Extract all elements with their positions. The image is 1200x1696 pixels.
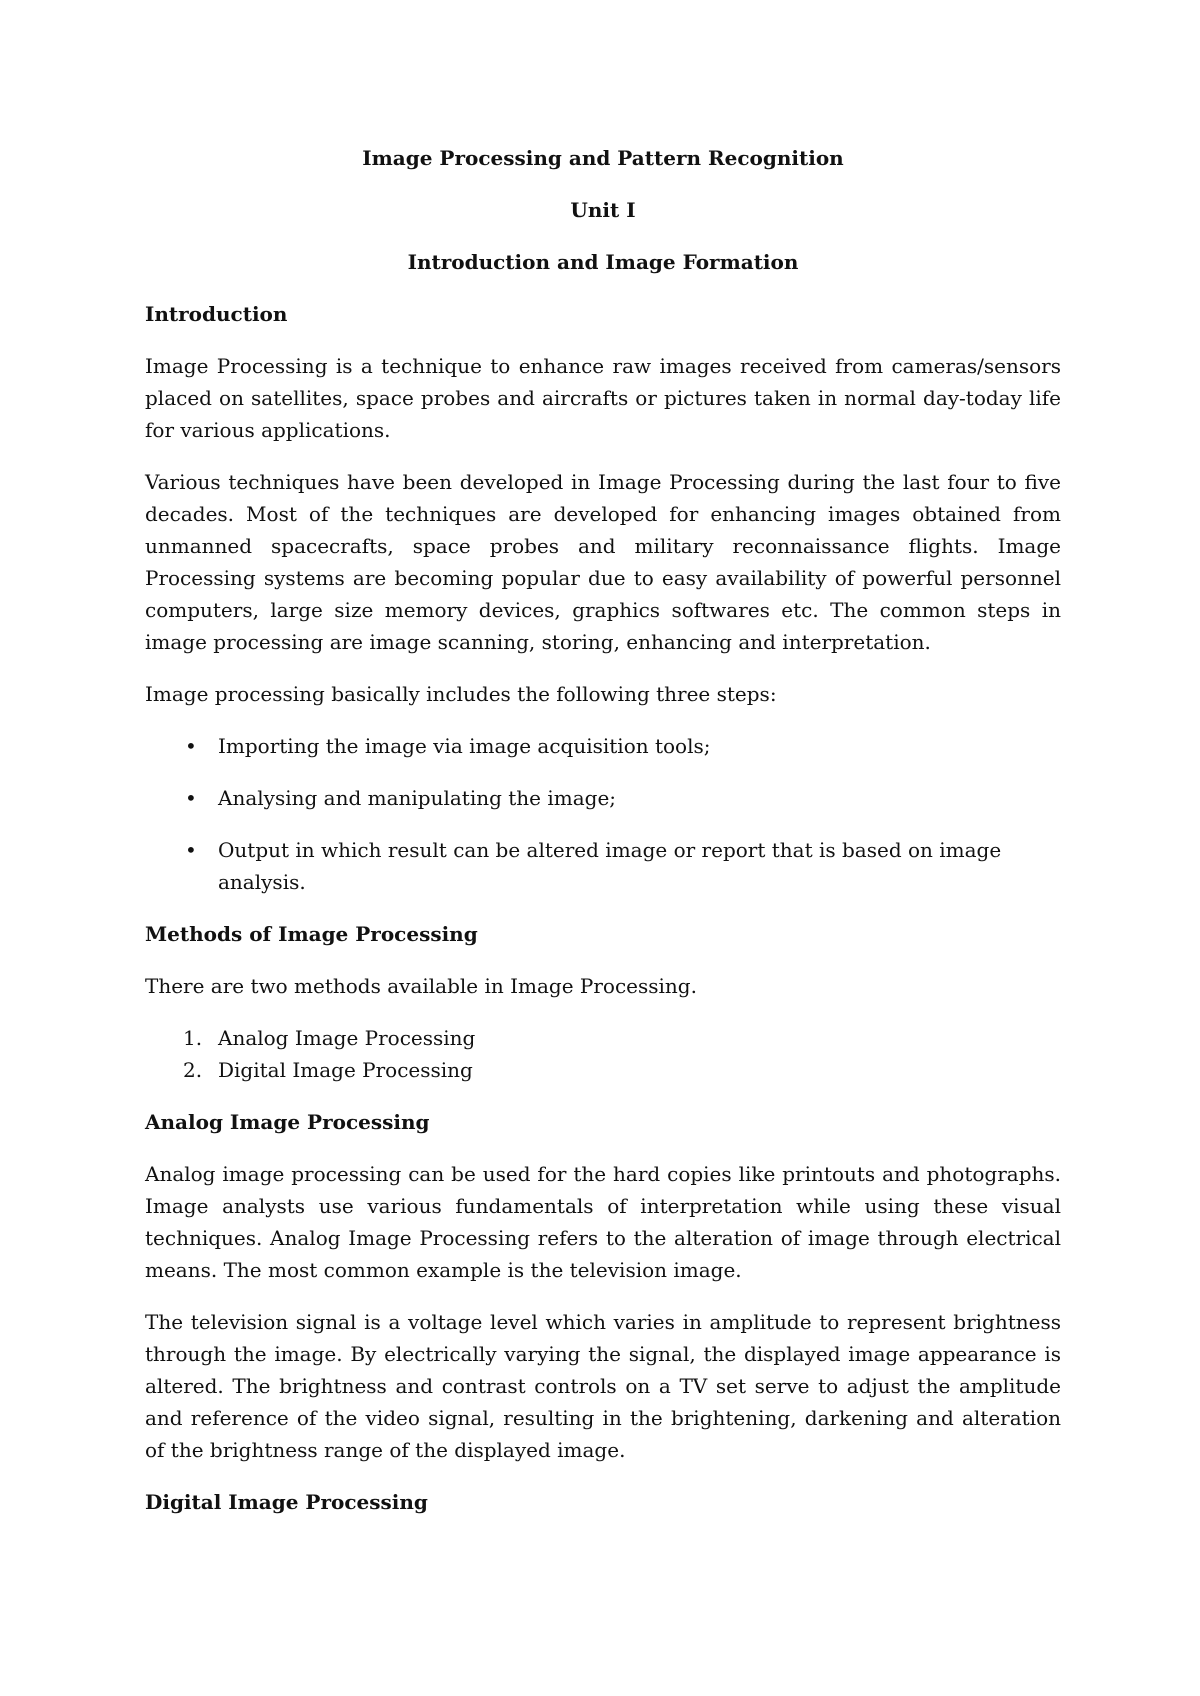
list-item <box>145 834 1061 898</box>
bullet-icon: • <box>185 838 197 862</box>
list-number: 1. <box>183 1026 203 1050</box>
methods-list <box>145 1022 1061 1086</box>
list-item-text: Output in which result can be altered image or report that is based on image analysis. <box>218 838 1002 894</box>
bullet-icon: • <box>185 786 197 810</box>
document-title: Image Processing and Pattern Recognition <box>362 146 844 170</box>
list-number: 2. <box>183 1058 203 1082</box>
bullet-icon: • <box>185 734 197 758</box>
paragraph: The television signal is a voltage level which varies in amplitude to represent brightness through the image. By electrically varying the signal, the displayed image appearance is altered. The brightness and contrast controls on a TV set serve to adjust the amplitude and reference of the video signal, resulting in the brightening, darkening and alteration of the brightness range of the displayed image. <box>145 1310 1061 1462</box>
paragraph: Image processing basically includes the following three steps: <box>145 682 777 706</box>
paragraph: Various techniques have been developed in Image Processing during the last four to five decades. Most of the techniques are developed for enhancing images obtained from unmanned spacecrafts, space probes and military reconnaissance flights. Image Processing systems are becoming popular due to easy availability of powerful personnel computers, large size memory devices, graphics softwares etc. The common steps in image processing are image scanning, storing, enhancing and interpretation. <box>145 470 1061 654</box>
unit-title: Introduction and Image Formation <box>407 250 799 274</box>
unit-label: Unit I <box>570 198 636 222</box>
section-heading-introduction: Introduction <box>145 302 288 326</box>
list-item <box>145 1022 1061 1054</box>
steps-list <box>145 730 1061 898</box>
document-page <box>145 142 1061 1538</box>
list-item <box>145 1054 1061 1086</box>
list-item-text: Analog Image Processing <box>218 1026 476 1050</box>
paragraph: Analog image processing can be used for the hard copies like printouts and photographs. Image analysts use various fundamentals of interpretation while using these visual techniques. Analog Image Processing refers to the alteration of image through electrical means. The most common example is the television image. <box>145 1162 1061 1282</box>
list-item-text: Importing the image via image acquisition tools; <box>218 734 711 758</box>
section-heading-digital: Digital Image Processing <box>145 1490 428 1514</box>
paragraph: Image Processing is a technique to enhance raw images received from cameras/sensors placed on satellites, space probes and aircrafts or pictures taken in normal day-today life for various applications. <box>145 354 1061 442</box>
list-item <box>145 730 1061 762</box>
section-heading-analog: Analog Image Processing <box>145 1110 430 1134</box>
list-item-text: Digital Image Processing <box>218 1058 473 1082</box>
section-heading-methods: Methods of Image Processing <box>145 922 478 946</box>
list-item-text: Analysing and manipulating the image; <box>218 786 617 810</box>
paragraph: There are two methods available in Image Processing. <box>145 974 697 998</box>
list-item <box>145 782 1061 814</box>
